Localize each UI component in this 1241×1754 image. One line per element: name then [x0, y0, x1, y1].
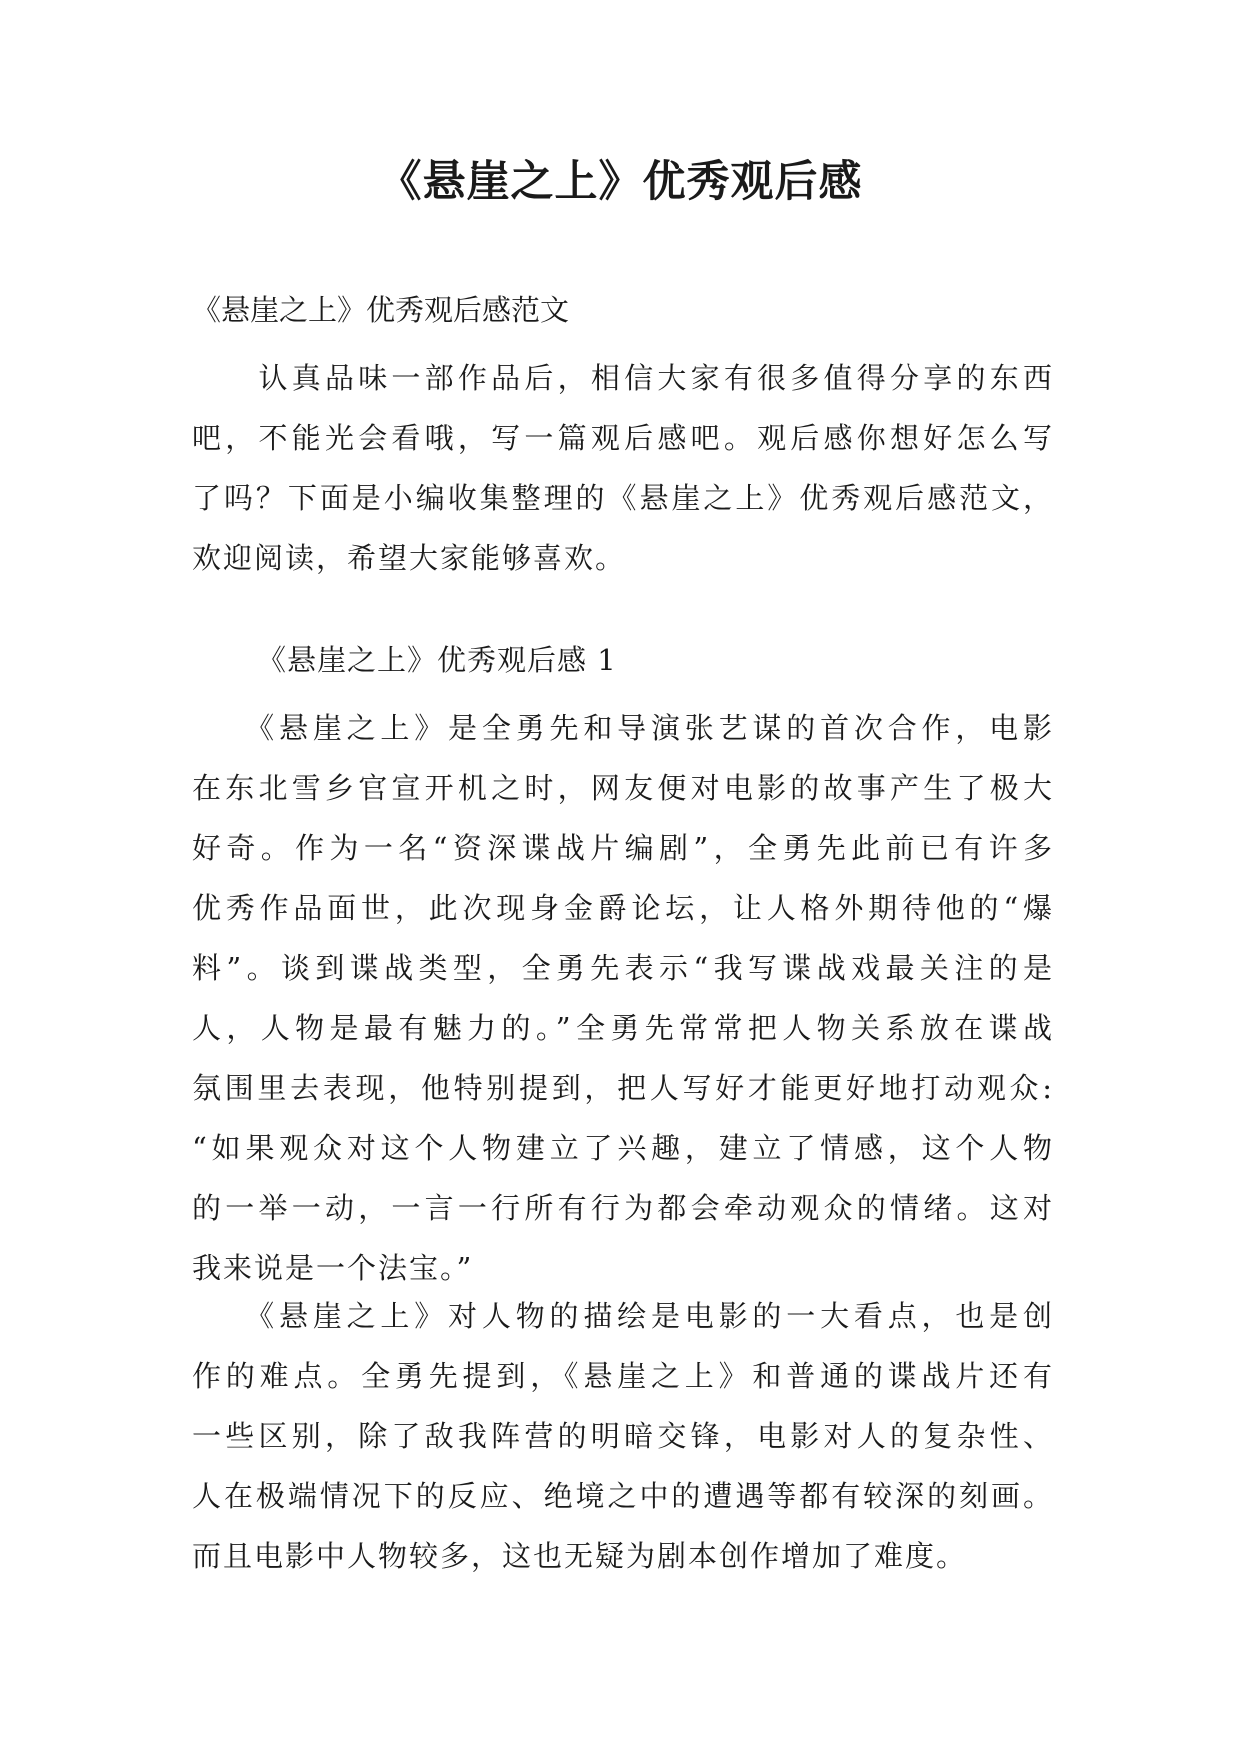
intro-line: 欢迎阅读，希望大家能够喜欢。	[192, 541, 627, 575]
intro-line: 认真品味一部作品后，相信大家有很多值得分享的东西	[192, 361, 1054, 395]
paragraph-line: 好奇。作为一名“资深谍战片编剧”，全勇先此前已有许多	[192, 831, 1054, 865]
intro-line: 吧，不能光会看哦，写一篇观后感吧。观后感你想好怎么写	[192, 421, 1054, 455]
paragraph-line: 料”。谈到谍战类型，全勇先表示“我写谍战戏最关注的是	[192, 951, 1054, 985]
intro-line: 了吗？下面是小编收集整理的《悬崖之上》优秀观后感范文，	[192, 481, 1054, 515]
section-heading: 《悬崖之上》优秀观后感 1	[257, 643, 617, 677]
paragraph-line: 《悬崖之上》是全勇先和导演张艺谋的首次合作，电影	[192, 711, 1054, 745]
paragraph-line: 《悬崖之上》对人物的描绘是电影的一大看点，也是创	[192, 1299, 1054, 1333]
paragraph-line: 优秀作品面世，此次现身金爵论坛，让人格外期待他的“爆	[192, 891, 1054, 925]
document-title: 《悬崖之上》优秀观后感	[378, 157, 863, 207]
paragraph-line: 一些区别，除了敌我阵营的明暗交锋，电影对人的复杂性、	[192, 1419, 1054, 1453]
paragraph-line: 在东北雪乡官宣开机之时，网友便对电影的故事产生了极大	[192, 771, 1054, 805]
paragraph-line: 人，人物是最有魅力的。”全勇先常常把人物关系放在谍战	[192, 1011, 1054, 1045]
body-paragraph-1	[192, 698, 1054, 1298]
paragraph-line: 氛围里去表现，他特别提到，把人写好才能更好地打动观众:	[192, 1071, 1054, 1105]
paragraph-line: 的一举一动，一言一行所有行为都会牵动观众的情绪。这对	[192, 1191, 1054, 1225]
intro-paragraph	[192, 348, 1054, 588]
body-paragraph-2	[192, 1286, 1054, 1586]
paragraph-line: 而且电影中人物较多，这也无疑为剧本创作增加了难度。	[192, 1539, 968, 1573]
paragraph-line: “如果观众对这个人物建立了兴趣，建立了情感，这个人物	[192, 1131, 1054, 1165]
paragraph-line: 作的难点。全勇先提到，《悬崖之上》和普通的谍战片还有	[192, 1359, 1054, 1393]
document-subtitle: 《悬崖之上》优秀观后感范文	[192, 293, 570, 327]
paragraph-line: 我来说是一个法宝。”	[192, 1251, 474, 1285]
paragraph-line: 人在极端情况下的反应、绝境之中的遭遇等都有较深的刻画。	[192, 1479, 1054, 1513]
